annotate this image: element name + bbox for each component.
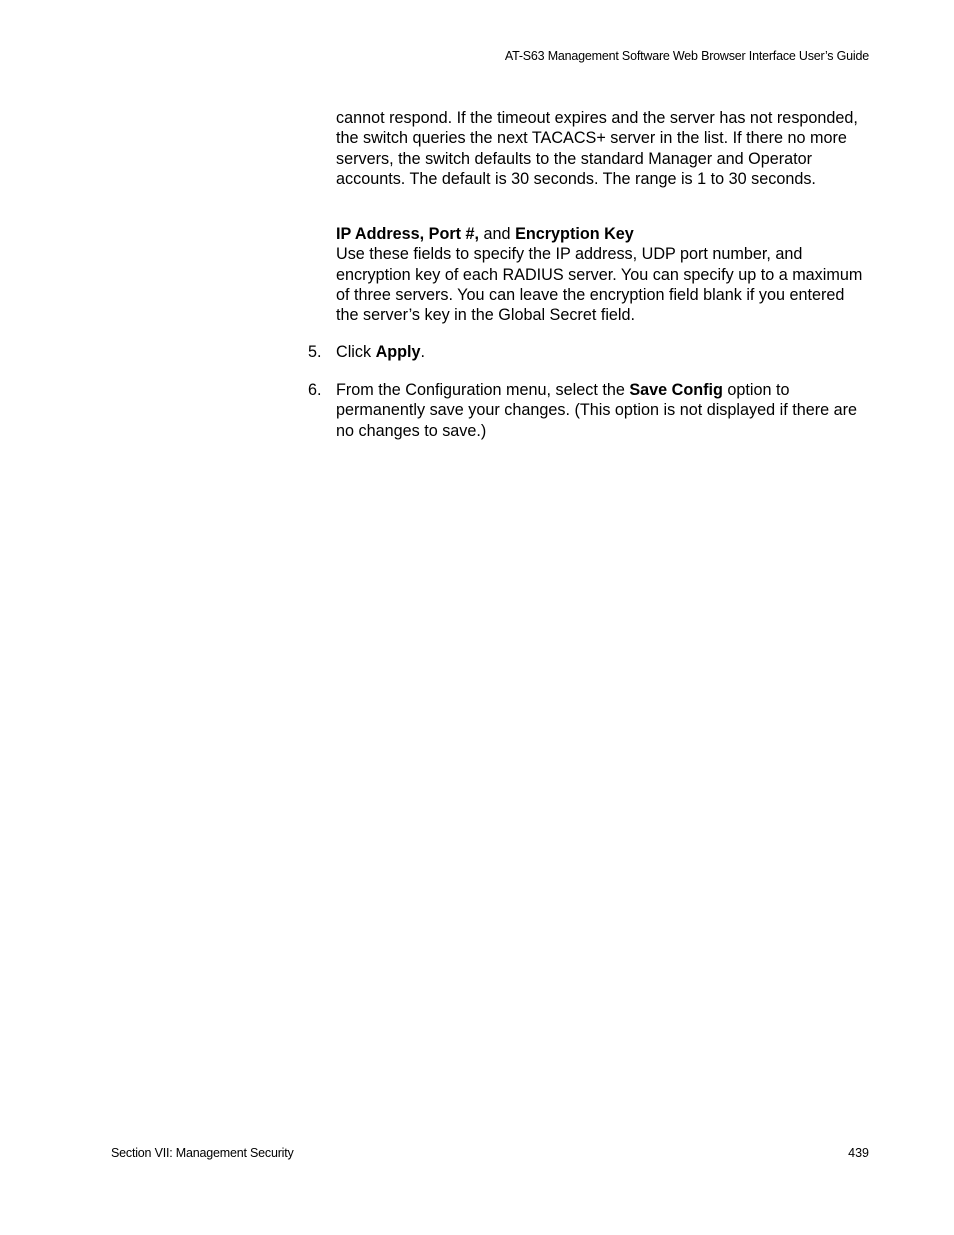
- page-number: 439: [848, 1146, 869, 1160]
- field-title-ip-port: IP Address, Port #,: [336, 225, 480, 243]
- step-text-tail: .: [420, 343, 426, 361]
- step-text-tail: option to permanently save your changes. (This option is not displayed if there are no changes to save.): [336, 381, 857, 440]
- field-title: [336, 224, 866, 244]
- step-bold-save-config: Save Config: [629, 381, 723, 399]
- footer-section: Section VII: Management Security: [111, 1146, 294, 1160]
- step-number: 6.: [308, 381, 322, 399]
- step-number: 5.: [308, 343, 322, 361]
- field-title-encryption-key: Encryption Key: [515, 225, 634, 243]
- step-text-lead: Click: [336, 343, 376, 361]
- field-title-joiner: and: [479, 225, 516, 243]
- field-description-block: [336, 224, 866, 325]
- step-text: [336, 342, 866, 362]
- step-text-lead: From the Configuration menu, select the: [336, 381, 630, 399]
- running-header: AT-S63 Management Software Web Browser Interface User’s Guide: [504, 49, 869, 63]
- step-text: [336, 380, 866, 441]
- field-description: Use these fields to specify the IP address, UDP port number, and encryption key of each RADIUS server. You can specify up to a maximum of three servers. You can leave the encryption field blank if you entered the server’s key in the Global Secret field.: [336, 245, 863, 325]
- step-bold-apply: Apply: [375, 343, 421, 361]
- continued-paragraph: cannot respond. If the timeout expires and the server has not responded, the switch queries the next TACACS+ server in the list. If there no more servers, the switch defaults to the standard Manager and Operator accounts. The default is 30 seconds. The range is 1 to 30 seconds.: [336, 109, 858, 188]
